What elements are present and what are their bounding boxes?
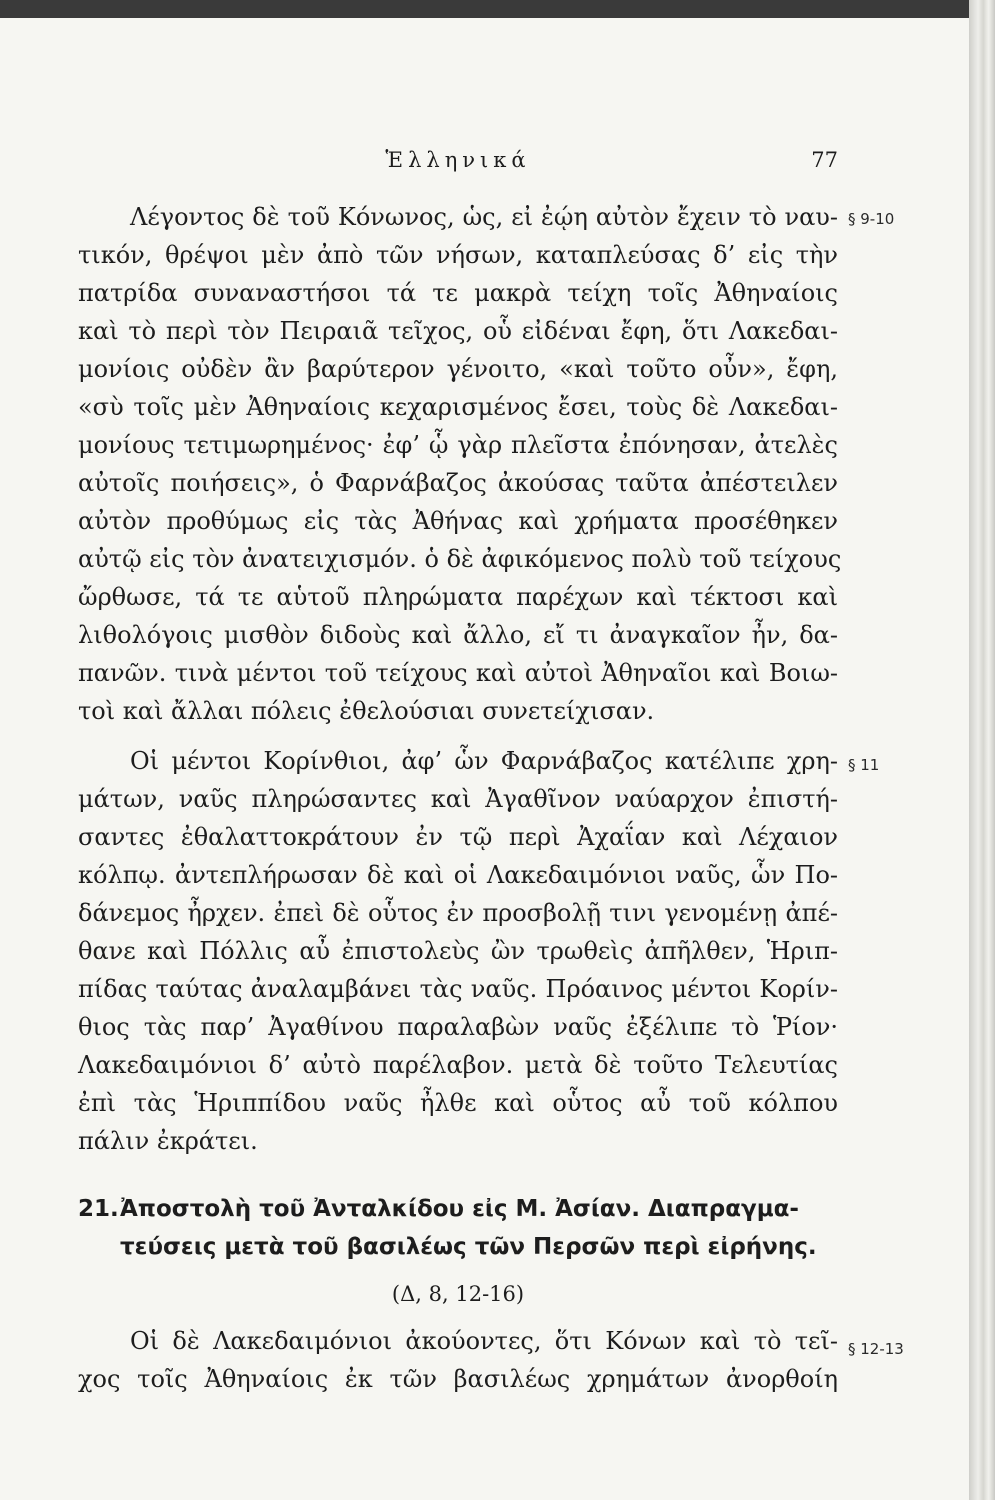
- text-line: χος τοῖς Ἀθηναίοις ἐκ τῶν βασιλέως χρημάτων ἀνορθοίη: [78, 1365, 838, 1393]
- text-line: πανῶν. τινὰ μέντοι τοῦ τείχους καὶ αὐτοὶ Ἀθηναῖοι καὶ Βοιω-: [78, 659, 838, 687]
- text-line: τικόν, θρέψοι μὲν ἀπὸ τῶν νήσων, καταπλεύσας δ’ εἰς τὴν: [78, 241, 838, 269]
- text-line: θιος τὰς παρ’ Ἀγαθίνου παραλαβὼν ναῦς ἐξέλιπε τὸ Ῥίον·: [78, 1013, 838, 1041]
- running-title: Ἑλληνικά: [385, 148, 531, 172]
- page-edge: [969, 0, 995, 1500]
- text-line: πίδας ταύτας ἀναλαμβάνει τὰς ναῦς. Πρόαινος μέντοι Κορίν-: [78, 975, 838, 1003]
- text-line: πατρίδα συναναστήσοι τά τε μακρὰ τείχη τοῖς Ἀθηναίοις: [78, 279, 838, 307]
- text-line: αὐτῷ εἰς τὸν ἀνατειχισμόν. ὁ δὲ ἀφικόμενος πολὺ τοῦ τείχους: [78, 545, 842, 573]
- text-line: τοὶ καὶ ἄλλαι πόλεις ἐθελούσιαι συνετείχισαν.: [78, 697, 655, 725]
- text-line: αὐτὸν προθύμως εἰς τὰς Ἀθήνας καὶ χρήματα προσέθηκεν: [78, 507, 838, 535]
- section-title-line: τεύσεις μετὰ τοῦ βασιλέως τῶν Περσῶν περὶ εἰρήνης.: [120, 1234, 817, 1260]
- section-reference: (Δ, 8, 12-16): [391, 1282, 525, 1306]
- text-line: αὐτοῖς ποιήσεις», ὁ Φαρνάβαζος ἀκούσας ταῦτα ἀπέστειλεν: [78, 469, 838, 497]
- text-line: κόλπῳ. ἀντεπλήρωσαν δὲ καὶ οἱ Λακεδαιμόνιοι ναῦς, ὧν Πο-: [78, 861, 838, 889]
- running-header: [78, 148, 838, 178]
- text-line: μάτων, ναῦς πληρώσαντες καὶ Ἀγαθῖνον ναύαρχον ἐπιστή-: [78, 785, 838, 813]
- text-line: Οἱ δὲ Λακεδαιμόνιοι ἀκούοντες, ὅτι Κόνων καὶ τὸ τεῖ-: [130, 1327, 838, 1355]
- text-line: δάνεμος ἦρχεν. ἐπεὶ δὲ οὗτος ἐν προσβολῇ τινι γενομένῃ ἀπέ-: [78, 899, 838, 927]
- section-number: 21.: [78, 1196, 119, 1222]
- text-line: πάλιν ἐκράτει.: [78, 1127, 258, 1155]
- text-line: σαντες ἐθαλαττοκράτουν ἐν τῷ περὶ Ἀχαΐαν καὶ Λέχαιον: [78, 823, 838, 851]
- section-heading: [78, 1190, 838, 1266]
- section-title-line: Ἀποστολὴ τοῦ Ἀνταλκίδου εἰς Μ. Ἀσίαν. Διαπραγμα-: [120, 1196, 799, 1222]
- page-number: 77: [811, 148, 838, 172]
- text-line: ἐπὶ τὰς Ἡριππίδου ναῦς ἦλθε καὶ οὗτος αὖ τοῦ κόλπου: [78, 1089, 838, 1117]
- text-line: μονίοις οὐδὲν ἂν βαρύτερον γένοιτο, «καὶ τοῦτο οὖν», ἔφη,: [78, 355, 838, 383]
- text-line: Λέγοντος δὲ τοῦ Κόνωνος, ὡς, εἰ ἐῴη αὐτὸν ἔχειν τὸ ναυ-: [130, 203, 838, 231]
- text-line: ὤρθωσε, τά τε αὑτοῦ πληρώματα παρέχων καὶ τέκτοσι καὶ: [78, 583, 838, 611]
- text-line: Λακεδαιμόνιοι δ’ αὐτὸ παρέλαβον. μετὰ δὲ τοῦτο Τελευτίας: [78, 1051, 838, 1079]
- margin-note: § 9-10: [848, 210, 895, 228]
- text-line: «σὺ τοῖς μὲν Ἀθηναίοις κεχαρισμένος ἔσει, τοὺς δὲ Λακεδαι-: [78, 393, 838, 421]
- text-line: καὶ τὸ περὶ τὸν Πειραιᾶ τεῖχος, οὗ εἰδέναι ἔφη, ὅτι Λακεδαι-: [78, 317, 838, 345]
- text-line: θανε καὶ Πόλλις αὖ ἐπιστολεὺς ὢν τρωθεὶς ἀπῆλθεν, Ἡριπ-: [78, 937, 838, 965]
- text-line: μονίους τετιμωρημένος· ἐφ’ ᾧ γὰρ πλεῖστα ἐπόνησαν, ἀτελὲς: [78, 431, 838, 459]
- text-line: λιθολόγοις μισθὸν διδοὺς καὶ ἄλλο, εἴ τι ἀναγκαῖον ἦν, δα-: [78, 621, 838, 649]
- margin-note: § 12-13: [848, 1340, 904, 1358]
- text-line: Οἱ μέντοι Κορίνθιοι, ἀφ’ ὧν Φαρνάβαζος κατέλιπε χρη-: [130, 747, 838, 775]
- margin-note: § 11: [848, 756, 880, 774]
